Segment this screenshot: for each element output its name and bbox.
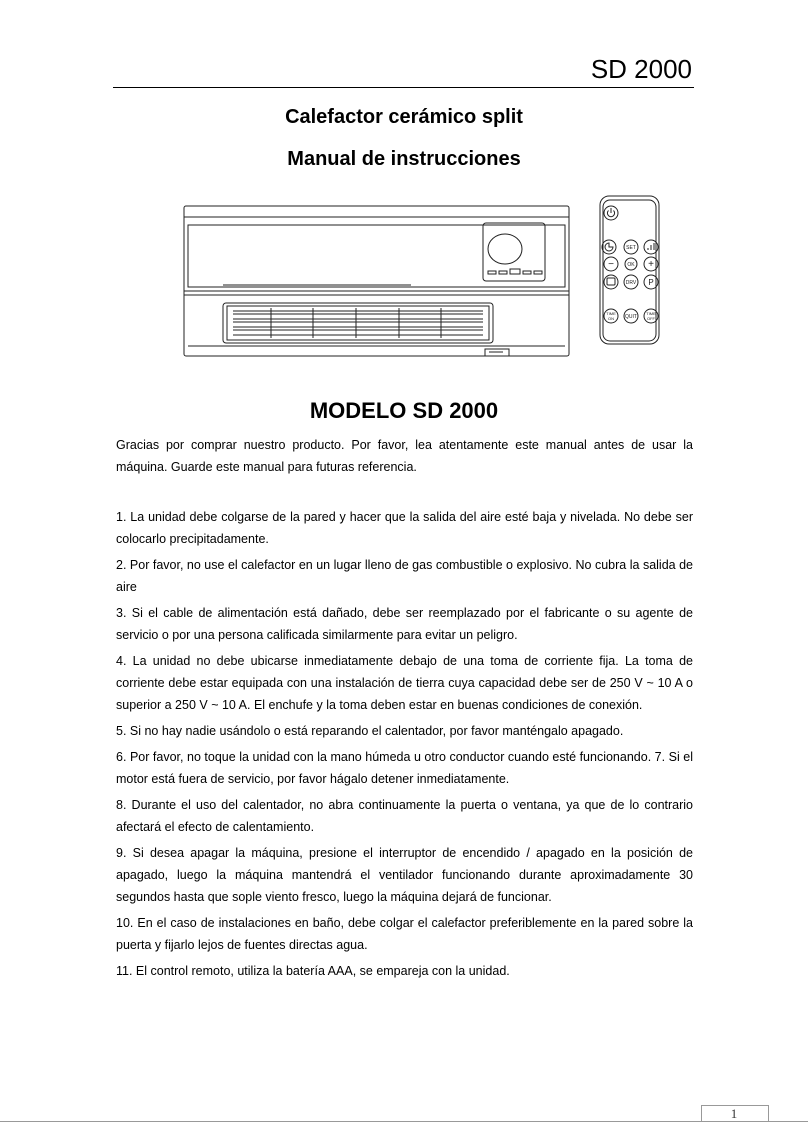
- instruction-item: 3. Si el cable de alimentación está dañado, debe ser reemplazado por el fabricante o su agente de servicio o por una persona calificada similarmente para evitar un peligro.: [116, 606, 693, 642]
- remote-minus-label: −: [608, 259, 614, 270]
- instruction-item: 2. Por favor, no use el calefactor en un lugar lleno de gas combustible o explosivo. No cubra la salida de aire: [116, 558, 693, 594]
- page-number: 1: [730, 1106, 738, 1121]
- instruction-item: 4. La unidad no debe ubicarse inmediatamente debajo de una toma de corriente fija. La toma de corriente debe estar equipada con una instalación de tierra cuya capacidad debe ser de 250 V ~ 10 A o superior a 250 V ~ 10 A. El enchufe y la toma deben estar en buenas condiciones de conexión.: [116, 654, 693, 712]
- remote-plus-label: +: [648, 259, 654, 270]
- heater-illustration: [183, 205, 571, 359]
- intro-paragraph: Gracias por comprar nuestro producto. Por favor, lea atentamente este manual antes de usar la máquina. Guarde este manual para futuras referencia.: [116, 438, 693, 474]
- remote-drv-label: DRV: [625, 280, 637, 286]
- remote-p-label: P: [648, 278, 654, 287]
- document-title: Calefactor cerámico split: [285, 106, 523, 128]
- remote-ok-label: OK: [627, 262, 635, 268]
- remote-off-label: OFF: [647, 316, 655, 321]
- instruction-item: 6. Por favor, no toque la unidad con la mano húmeda u otro conductor cuando esté funcionando. 7. Si el motor está fuera de servicio, por favor hágalo detener inmediatamente.: [116, 750, 693, 786]
- remote-time-off-label: TIME: [646, 311, 656, 316]
- remote-time-on-label: TIME: [606, 311, 616, 316]
- instruction-item: 11. El control remoto, utiliza la batería AAA, se empareja con la unidad.: [116, 964, 510, 978]
- instructions-body: [116, 434, 693, 986]
- remote-set-label: SET: [626, 245, 636, 251]
- instruction-item: 1. La unidad debe colgarse de la pared y hacer que la salida del aire esté baja y nivelada. No debe ser colocarlo precipitadamente.: [116, 510, 693, 546]
- instruction-item: 9. Si desea apagar la máquina, presione el interruptor de encendido / apagado en la posición de apagado, luego la máquina mantendrá el ventilador funcionando durante aproximadamente 30 segundos hasta que sople viento fresco, luego la máquina dejará de funcionar.: [116, 846, 693, 904]
- header-rule: [113, 87, 694, 88]
- instruction-item: 8. Durante el uso del calentador, no abra continuamente la puerta o ventana, ya que de lo contrario afectará el efecto de calentamiento.: [116, 798, 693, 834]
- document-subtitle: Manual de instrucciones: [287, 148, 521, 170]
- remote-control-illustration: [598, 195, 662, 347]
- footer-rule: [0, 1121, 808, 1122]
- model-heading: MODELO SD 2000: [309, 398, 499, 423]
- header-model: SD 2000: [590, 54, 692, 84]
- remote-on-label: ON: [608, 316, 614, 321]
- remote-quit-label: QUIT: [625, 314, 637, 320]
- instruction-item: 5. Si no hay nadie usándolo o está reparando el calentador, por favor manténgalo apagado.: [116, 724, 624, 738]
- instruction-item: 10. En el caso de instalaciones en baño, debe colgar el calefactor preferiblemente en la pared sobre la puerta y fijarlo lejos de fuentes directas agua.: [116, 916, 693, 952]
